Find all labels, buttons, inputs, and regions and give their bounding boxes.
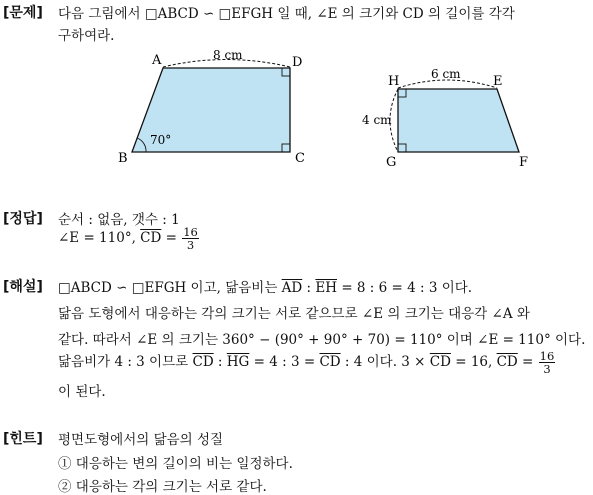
explanation-line-1: □ABCD ∽ □EFGH 이고, 닮음비는 $\overline{AD}$ : $\overline{EH} = 8$ : 6 = 4 : 3 이다. bbox=[58, 280, 473, 296]
answer-line-2: ∠E = 110°, $\overline{CD}$ = $\frac{16}{3}$ bbox=[58, 225, 198, 252]
problem-line-2: 구하여라. bbox=[58, 28, 115, 44]
explanation-line-3: 같다. 따라서 ∠E 의 크기는 360° − (90° + 90° + 70) = 110° 이며 ∠E = 110° 이다. bbox=[58, 332, 586, 348]
explanation-tag: [해설] bbox=[3, 279, 43, 295]
hint-tag: [힌트] bbox=[3, 431, 43, 447]
quad-efgh bbox=[398, 89, 519, 152]
label-4cm: 4 cm bbox=[362, 113, 392, 127]
label-h: H bbox=[388, 74, 400, 89]
label-f: F bbox=[519, 155, 529, 170]
similar-quadrilaterals-figure bbox=[0, 0, 593, 200]
label-70deg: 70° bbox=[150, 133, 172, 147]
label-c: C bbox=[295, 151, 305, 166]
explanation-line-5: 이 된다. bbox=[58, 384, 106, 400]
label-b: B bbox=[118, 151, 128, 166]
hint-line-3: ② 대응하는 각의 크기는 서로 같다. bbox=[58, 479, 267, 495]
label-e: E bbox=[493, 74, 503, 89]
problem-tag: [문제] bbox=[3, 5, 43, 21]
answer-tag: [정답] bbox=[3, 211, 43, 227]
problem-line-1: 다음 그림에서 □ABCD ∽ □EFGH 일 때, ∠E 의 크기와 CD 의 길이를 각각 bbox=[58, 6, 515, 22]
label-d: D bbox=[292, 55, 303, 70]
explanation-line-2: 닮음 도형에서 대응하는 각의 크기는 서로 같으므로 ∠E 의 크기는 대응각 ∠A 와 bbox=[58, 306, 530, 322]
label-a: A bbox=[152, 53, 162, 68]
hint-line-2: ① 대응하는 변의 길이의 비는 일정하다. bbox=[58, 456, 293, 472]
hint-line-1: 평면도형에서의 닮음의 성질 bbox=[58, 432, 224, 448]
answer-fraction: $\frac{16}{3}$ bbox=[183, 225, 198, 252]
answer-line-1: 순서 : 없음, 갯수 : 1 bbox=[58, 212, 180, 228]
label-g: G bbox=[386, 155, 397, 170]
arc-he bbox=[398, 80, 497, 88]
explanation-fraction: $\frac{16}{3}$ bbox=[539, 349, 555, 376]
label-6cm: 6 cm bbox=[431, 67, 461, 81]
label-8cm: 8 cm bbox=[213, 48, 243, 62]
explanation-line-4: 닮음비가 4 : 3 이므로 $\overline{CD}$ : $\overline{HG} = 4$ : $3 = \overline{CD}$ : 4 이다. $3 \times \overline{CD} = 16$, $\overline{CD}$ = $\frac{16}{3}$ bbox=[58, 349, 555, 376]
